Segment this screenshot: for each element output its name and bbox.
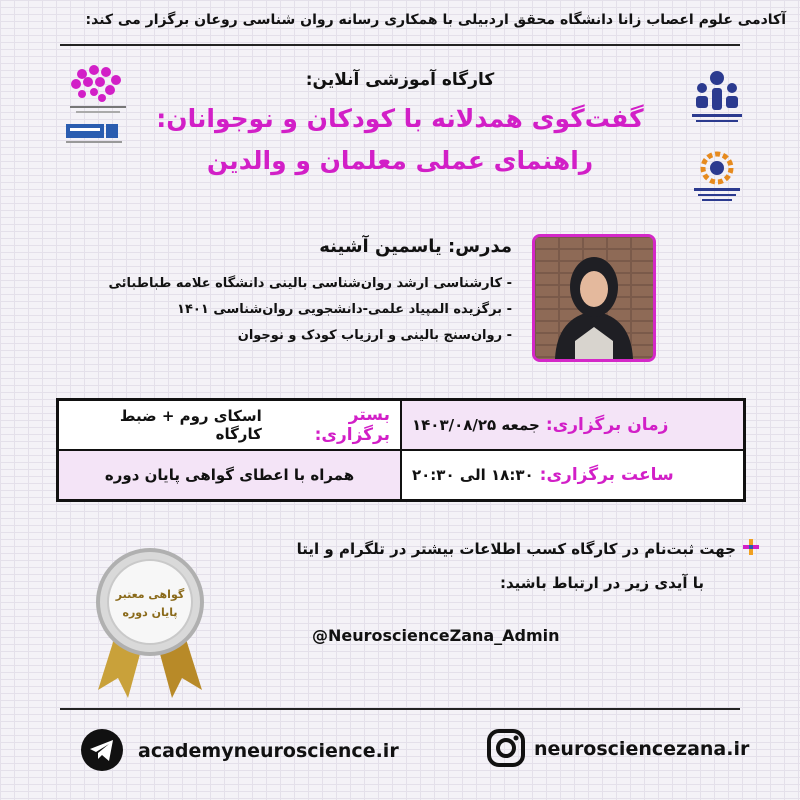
credential-item: - روان‌سنج بالینی و ارزیاب کودک و نوجوان [237,328,512,343]
pin-icon [742,538,760,556]
registration-line2: با آیدی زیر در ارتباط باشید: [499,574,704,592]
top-divider [60,44,740,46]
credential-item: - کارشناسی ارشد روان‌شناسی بالینی دانشگاه علامه طباطبائی [108,276,512,291]
badge-line2: پایان دوره [122,606,178,619]
workshop-title-line2: راهنمای عملی معلمان و والدین [206,146,594,175]
registration-line1: جهت ثبت‌نام در کارگاه کسب اطلاعات بیشتر در تلگرام و ایتا [296,540,736,558]
date-value: جمعه ۱۴۰۳/۰۸/۲۵ [412,416,540,434]
credential-item: - برگزیده المپیاد علمی-دانشجویی روان‌شناسی ۱۴۰۱ [177,302,512,317]
instructor-name: مدرس: یاسمین آشینه [319,236,512,257]
time-value: ۱۸:۳۰ الی ۲۰:۳۰ [412,466,534,484]
bottom-divider [60,708,740,710]
info-table [56,398,746,502]
platform-label: بستر برگزاری: [314,405,390,445]
platform-value: اسکای روم + ضبط کارگاه [119,407,262,443]
workshop-label: کارگاه آموزشی آنلاین: [305,70,495,90]
date-label: زمان برگزاری: [545,415,669,435]
certificate-text: همراه با اعطای گواهی پایان دوره [104,466,355,484]
telegram-icon[interactable] [80,728,124,772]
header-line: آکادمی علوم اعصاب زانا دانشگاه محقق اردبیلی با همکاری رسانه روان شناسی روعان برگزار می کند: [85,12,786,28]
time-label: ساعت برگزاری: [539,465,674,485]
certificate-cell [58,450,401,500]
instructor-photo [532,234,656,362]
telegram-website-link[interactable]: academyneuroscience.ir [138,740,399,762]
time-cell [401,450,744,500]
instagram-website-link[interactable]: neurosciencezana.ir [534,738,750,760]
date-cell [401,400,744,450]
admin-id-link[interactable]: @NeuroscienceZana_Admin [312,626,560,645]
instagram-icon[interactable] [486,728,526,768]
badge-line1: گواهی معتبر [115,588,185,601]
certificate-badge-icon [80,540,220,700]
workshop-title-line1: گفت‌گوی همدلانه با کودکان و نوجوانان: [156,104,644,133]
platform-cell [58,400,401,450]
